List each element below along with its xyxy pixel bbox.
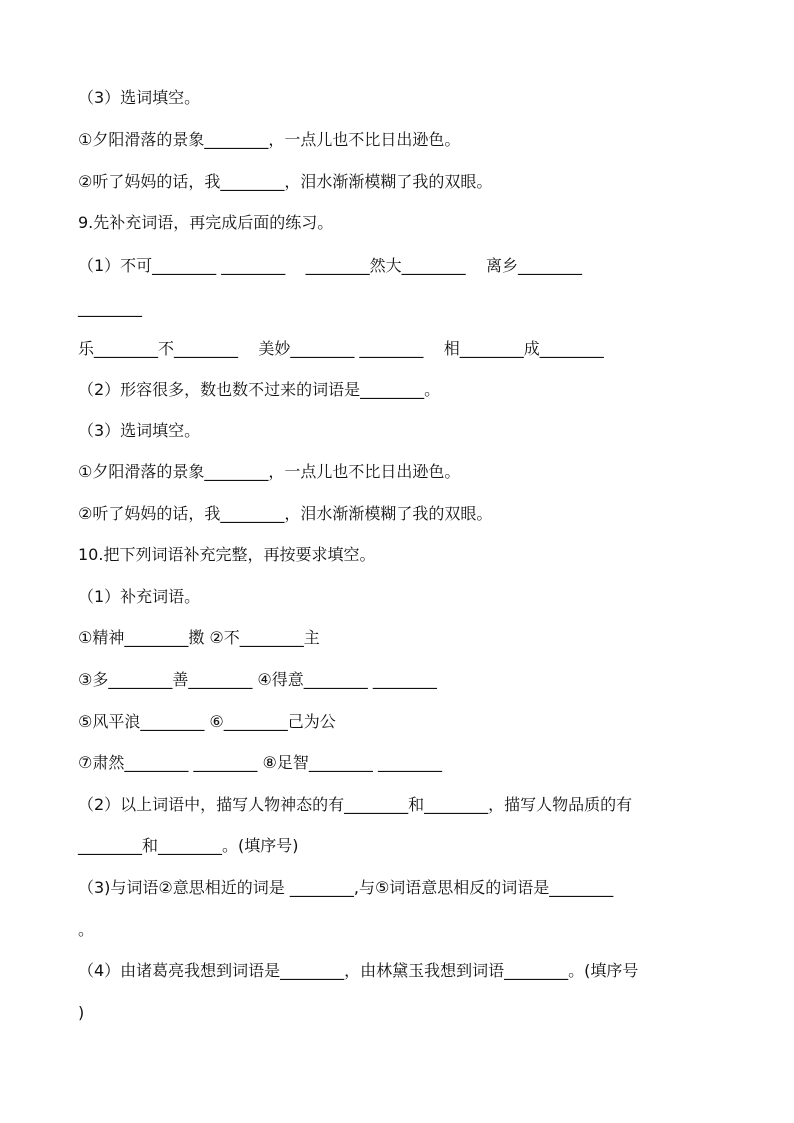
question-9-3-item-1: ①夕阳滑落的景象________，一点儿也不比日出逊色。 [78,462,461,481]
question-8-3-item-2: ②听了妈妈的话，我________，泪水渐渐模糊了我的双眼。 [78,172,493,191]
question-9-3-item-2: ②听了妈妈的话，我________，泪水渐渐模糊了我的双眼。 [78,504,493,523]
question-10-1-row-4: ⑦肃然________ ________ ⑧足智________ ________ [78,753,442,772]
question-10-1-row-1: ①精神________擞 ②不________主 [78,628,320,647]
question-9-heading: 9.先补充词语，再完成后面的练习。 [78,213,334,232]
question-10-3-line-1: （3)与词语②意思相近的词是 ________,与⑤词语意思相反的词语是________ [78,878,614,897]
question-10-2-line-1: （2）以上词语中，描写人物神态的有________和________，描写人物品质的有 [78,795,633,814]
question-9-3-heading: （3）选词填空。 [78,421,201,440]
question-9-1-line: （1）不可________ ________ ________然大________ 离乡________ [78,256,582,275]
question-10-1-row-3: ⑤风平浪________ ⑥________己为公 [78,712,336,731]
question-8-3-heading: （3）选词填空。 [78,88,201,107]
question-9-1-continuation: ________ [78,298,142,317]
question-10-4-line-1: （4）由诸葛亮我想到词语是________，由林黛玉我想到词语________。(填序号 [78,961,639,980]
question-9-1-line-2: 乐________不________ 美妙________ ________ 相________成________ [78,339,604,358]
question-10-2-line-2: ________和________。(填序号) [78,836,299,855]
question-8-3-item-1: ①夕阳滑落的景象________，一点儿也不比日出逊色。 [78,130,461,149]
question-10-3-line-2: 。 [78,920,95,939]
question-10-1-row-2: ③多________善________ ④得意________ ________ [78,670,437,689]
question-10-4-line-2: ) [78,1003,85,1022]
question-10-heading: 10.把下列词语补充完整，再按要求填空。 [78,545,376,564]
question-10-1-heading: （1）补充词语。 [78,587,201,606]
question-9-2: （2）形容很多，数也数不过来的词语是________。 [78,380,441,399]
